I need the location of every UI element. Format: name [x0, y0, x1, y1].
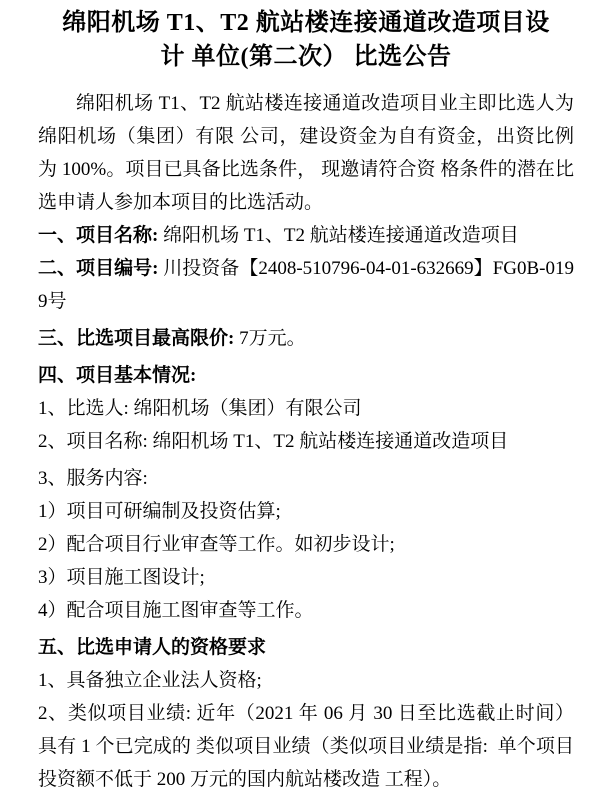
- section-5-qualification-requirements-label: 五、比选申请人的资格要求: [38, 637, 267, 658]
- section-4-basic-info-label: 四、项目基本情况:: [38, 365, 197, 386]
- section-1-project-name-label: 一、项目名称:: [38, 225, 159, 246]
- item-2-project-name: [38, 425, 574, 458]
- service-item-4: [38, 594, 574, 627]
- item-1-bidder-text: 1、比选人: 绵阳机场（集团）有限公司: [38, 398, 362, 419]
- intro-paragraph-text: 绵阳机场 T1、T2 航站楼连接通道改造项目业主即比选人为绵阳机场（集团）有限 公司，建设资金为自有资金，出资比例为 100%。项目已具备比选条件， 现邀请符合资 格条件的潜在比选申请人参加本项目的比选活动。: [38, 93, 574, 213]
- service-item-1-text: 1）项目可研编制及投资估算;: [38, 501, 281, 522]
- title-line-1: 绵阳机场 T1、T2 航站楼连接通道改造项目设: [62, 10, 550, 36]
- service-item-4-text: 4）配合项目施工图审查等工作。: [38, 600, 314, 621]
- document-title: [38, 6, 574, 74]
- item-3-service-content: [38, 462, 574, 495]
- section-5-qualification-requirements: [38, 631, 574, 664]
- intro-paragraph: [38, 87, 574, 219]
- section-3-max-price-label: 三、比选项目最高限价:: [38, 328, 235, 349]
- item-2-project-name-text: 2、项目名称: 绵阳机场 T1、T2 航站楼连接通道改造项目: [38, 431, 509, 452]
- qualification-item-2-text: 2、类似项目业绩: 近年（2021 年 06 月 30 日至比选截止时间）具有 1 个已完成的 类似项目业绩（类似项目业绩是指: 单个项目投资额不低于 200 万元的国内航站楼改造 工程）。: [38, 703, 574, 790]
- section-4-basic-info: [38, 359, 574, 392]
- section-2-project-number: [38, 252, 574, 318]
- section-2-project-number-label: 二、项目编号:: [38, 258, 159, 279]
- section-3-max-price: [38, 322, 574, 355]
- qualification-item-2: [38, 697, 574, 796]
- service-item-2: [38, 528, 574, 561]
- section-3-max-price-text: 7万元。: [234, 328, 306, 349]
- item-1-bidder: [38, 392, 574, 425]
- service-item-1: [38, 495, 574, 528]
- service-item-3: [38, 561, 574, 594]
- section-2-project-number-text: 川投资备【2408-510796-04-01-632669】FG0B-0199号: [38, 258, 574, 312]
- service-item-2-text: 2）配合项目行业审查等工作。如初步设计;: [38, 534, 395, 555]
- qualification-item-1: [38, 664, 574, 697]
- title-line-2: 计 单位(第二次） 比选公告: [160, 44, 452, 70]
- section-1-project-name-text: 绵阳机场 T1、T2 航站楼连接通道改造项目: [158, 225, 519, 246]
- section-1-project-name: [38, 219, 574, 252]
- qualification-item-1-text: 1、具备独立企业法人资格;: [38, 670, 262, 691]
- service-item-3-text: 3）项目施工图设计;: [38, 567, 205, 588]
- item-3-service-content-text: 3、服务内容:: [38, 468, 148, 489]
- document-body: [38, 87, 574, 796]
